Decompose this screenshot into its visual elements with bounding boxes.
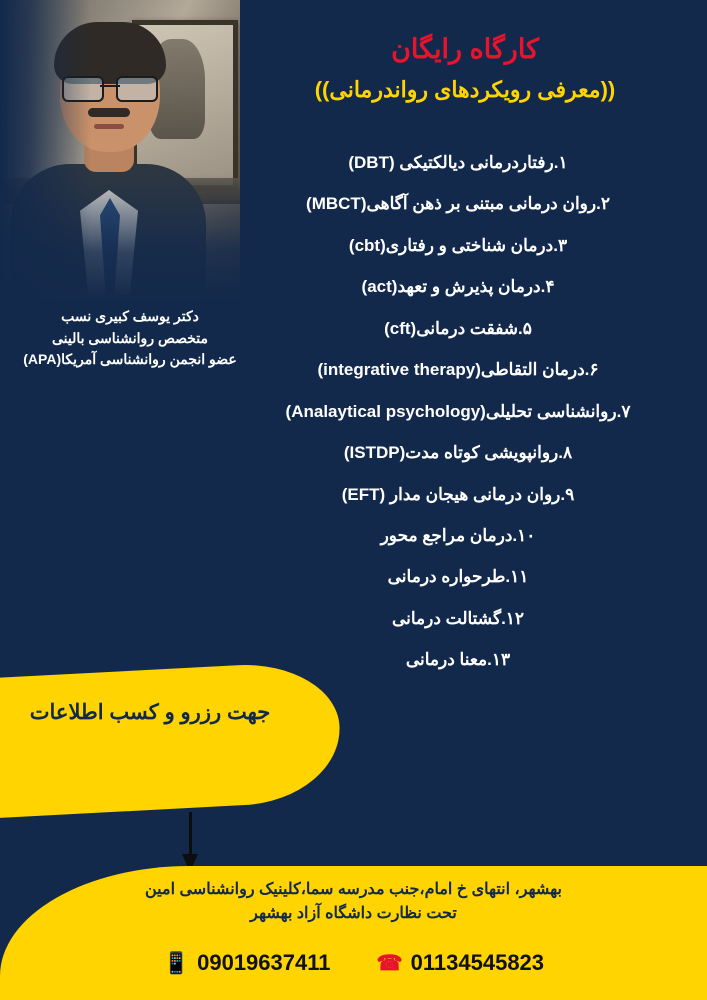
- speaker-credentials: [6, 306, 254, 371]
- mobile-phone-number: 09019637411: [197, 950, 331, 975]
- list-item: ۱.رفتاردرمانی دیالکتیکی (DBT): [348, 153, 568, 172]
- clinic-address: [0, 878, 707, 926]
- landline-phone-number: 01134545823: [410, 950, 545, 975]
- list-item: ۱۰.درمان مراجع محور: [380, 525, 536, 545]
- address-line-1: بهشهر، انتهای خ امام،جنب مدرسه سما،کلینیک روانشناسی امین: [145, 881, 562, 898]
- list-item: ۶.درمان التقاطی(integrative therapy): [317, 360, 599, 380]
- reserve-callout-text: جهت رزرو و کسب اطلاعات: [29, 701, 271, 724]
- contact-phones: [0, 950, 707, 976]
- speaker-membership: عضو انجمن روانشناسی آمریکا(APA): [23, 351, 237, 368]
- list-item: ۸.روانپویشی کوتاه مدت(ISTDP): [343, 443, 573, 463]
- down-arrow-icon: [180, 812, 202, 874]
- headline: [241, 34, 689, 103]
- approach-list: [223, 152, 693, 691]
- photo-fade-overlay: [0, 0, 240, 300]
- list-item: ۱۳.معنا درمانی: [405, 650, 511, 670]
- list-item: ۱۱.طرحواره درمانی: [387, 567, 529, 587]
- landline-phone-entry[interactable]: [376, 950, 544, 976]
- list-item: ۹.روان درمانی هیجان مدار (EFT): [341, 484, 575, 504]
- mobile-phone-icon: 📱: [162, 951, 190, 975]
- list-item: ۴.درمان پذیرش و تعهد(act): [361, 277, 555, 297]
- list-item: ۲.روان درمانی مبتنی بر ذهن آگاهی(MBCT): [306, 194, 610, 214]
- headline-free-workshop: کارگاه رایگان: [391, 34, 539, 64]
- list-item: ۳.درمان شناختی و رفتاری(cbt): [348, 235, 568, 255]
- speaker-specialty: متخصص روانشناسی بالینی: [51, 329, 209, 346]
- arrow-shaft: [189, 812, 192, 858]
- mobile-phone-entry[interactable]: [163, 950, 331, 976]
- list-item: ۷.روانشناسی تحلیلی(Analaytical psychology): [285, 401, 631, 421]
- list-item: ۵.شفقت درمانی(cft): [384, 318, 532, 338]
- address-line-2: تحت نظارت داشگاه آزاد بهشهر: [250, 905, 457, 922]
- speaker-name: دکتر یوسف کبیری نسب: [61, 308, 199, 324]
- speaker-photo: [0, 0, 240, 300]
- list-item: ۱۲.گشتالت درمانی: [391, 608, 525, 628]
- headline-subject: ((معرفی رویکردهای رواندرمانی)): [314, 77, 616, 102]
- reserve-callout-shape: [0, 660, 343, 824]
- telephone-icon: ☎: [376, 951, 403, 975]
